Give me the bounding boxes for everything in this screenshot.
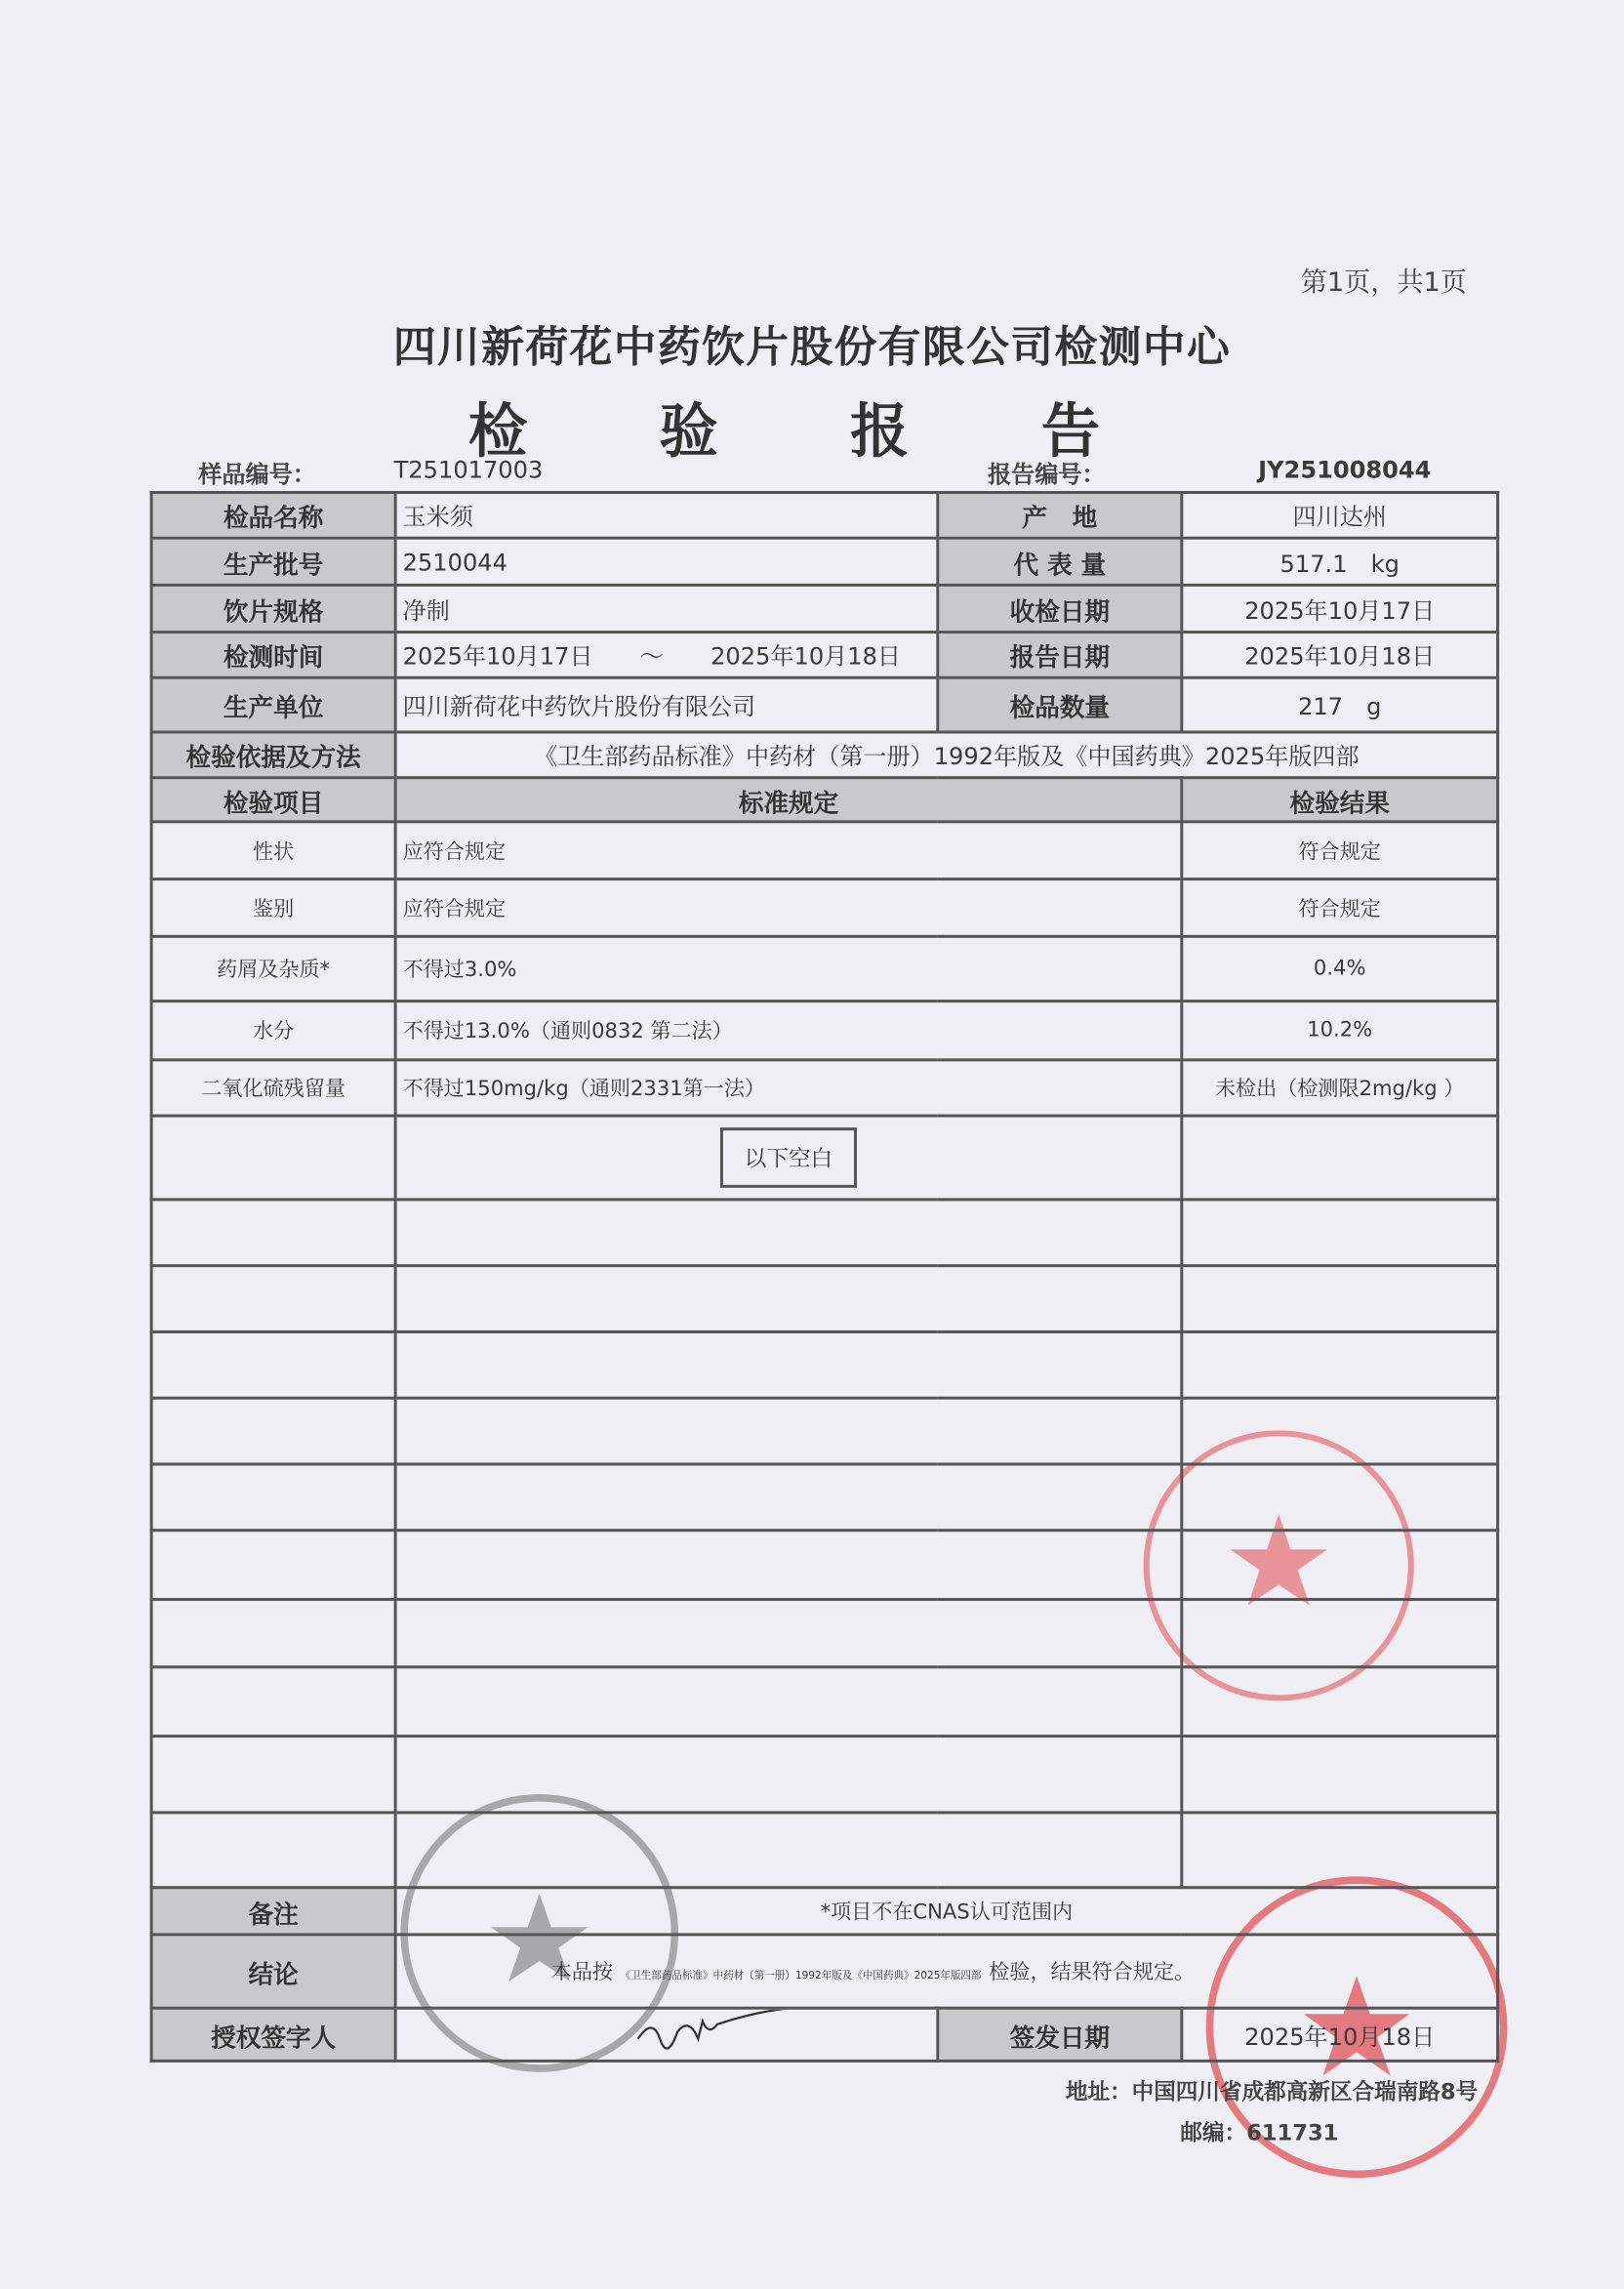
table-row: 水分 不得过13.0%（通则0832 第二法） 10.2%: [151, 1001, 1497, 1060]
table-row: 鉴别 应符合规定 符合规定: [151, 879, 1497, 937]
address: 地址：中国四川省成都高新区合瑞南路8号: [1065, 2078, 1479, 2105]
blank-note: 以下空白: [721, 1127, 857, 1188]
spec-label: 饮片规格: [151, 585, 395, 632]
sample-no: T251017003: [393, 455, 544, 484]
test-time-value: 2025年10月17日 ～ 2025年10月18日: [395, 633, 938, 678]
col-standard: 标准规定: [395, 778, 1182, 822]
producer-label: 生产单位: [151, 677, 395, 732]
sample-no-label: 样品编号：: [198, 460, 316, 488]
report-date-value: 2025年10月18日: [1182, 633, 1498, 678]
spec-value: 净制: [395, 585, 938, 632]
remark-value: *项目不在CNAS认可范围内: [395, 1888, 1498, 1935]
sample-qty-label: 检品数量: [938, 677, 1182, 732]
col-item: 检验项目: [151, 778, 395, 822]
report-title: 检 验 报 告: [467, 398, 1157, 467]
qty-label: 代 表 量: [938, 538, 1182, 585]
table-row: 性状 应符合规定 符合规定: [151, 822, 1497, 879]
signature: [395, 2008, 938, 2061]
table-row: 二氧化硫残留量 不得过150mg/kg（通则2331第一法） 未检出（检测限2mg/kg ）: [151, 1060, 1497, 1116]
sample-qty-value: 217 g: [1182, 677, 1498, 732]
conclusion-label: 结论: [151, 1935, 395, 2008]
batch-value: 2510044: [395, 538, 938, 585]
recv-label: 收检日期: [938, 585, 1182, 632]
origin-label: 产 地: [938, 493, 1182, 539]
report-date-label: 报告日期: [938, 633, 1182, 678]
producer-value: 四川新荷花中药饮片股份有限公司: [395, 677, 938, 732]
issue-date-label: 签发日期: [938, 2008, 1182, 2061]
name-value: 玉米须: [395, 493, 938, 539]
qty-value: 517.1 kg: [1182, 538, 1498, 585]
issue-date-value: 2025年10月18日: [1182, 2008, 1498, 2061]
page-number: 第1页，共1页: [1300, 267, 1467, 299]
report-no-label: 报告编号：: [988, 460, 1106, 488]
test-time-label: 检测时间: [151, 633, 395, 678]
basis-value: 《卫生部药品标准》中药材（第一册）1992年版及《中国药典》2025年版四部: [395, 732, 1498, 778]
postcode: 邮编：611731: [1180, 2119, 1339, 2146]
organization-name: 四川新荷花中药饮片股份有限公司检测中心: [392, 321, 1232, 373]
batch-label: 生产批号: [151, 538, 395, 585]
signer-label: 授权签字人: [151, 2008, 395, 2061]
remark-label: 备注: [151, 1888, 395, 1935]
table-row: 药屑及杂质* 不得过3.0% 0.4%: [151, 936, 1497, 1001]
basis-label: 检验依据及方法: [151, 732, 395, 778]
report-no: JY251008044: [1258, 455, 1432, 484]
origin-value: 四川达州: [1182, 493, 1498, 539]
recv-value: 2025年10月17日: [1182, 585, 1498, 632]
col-result: 检验结果: [1182, 778, 1498, 822]
conclusion-value: 本品按 《卫生部药品标准》中药材（第一册）1992年版及《中国药典》2025年版四部 检验，结果符合规定。: [395, 1935, 1498, 2008]
report-table: [150, 491, 1500, 2063]
name-label: 检品名称: [151, 493, 395, 539]
